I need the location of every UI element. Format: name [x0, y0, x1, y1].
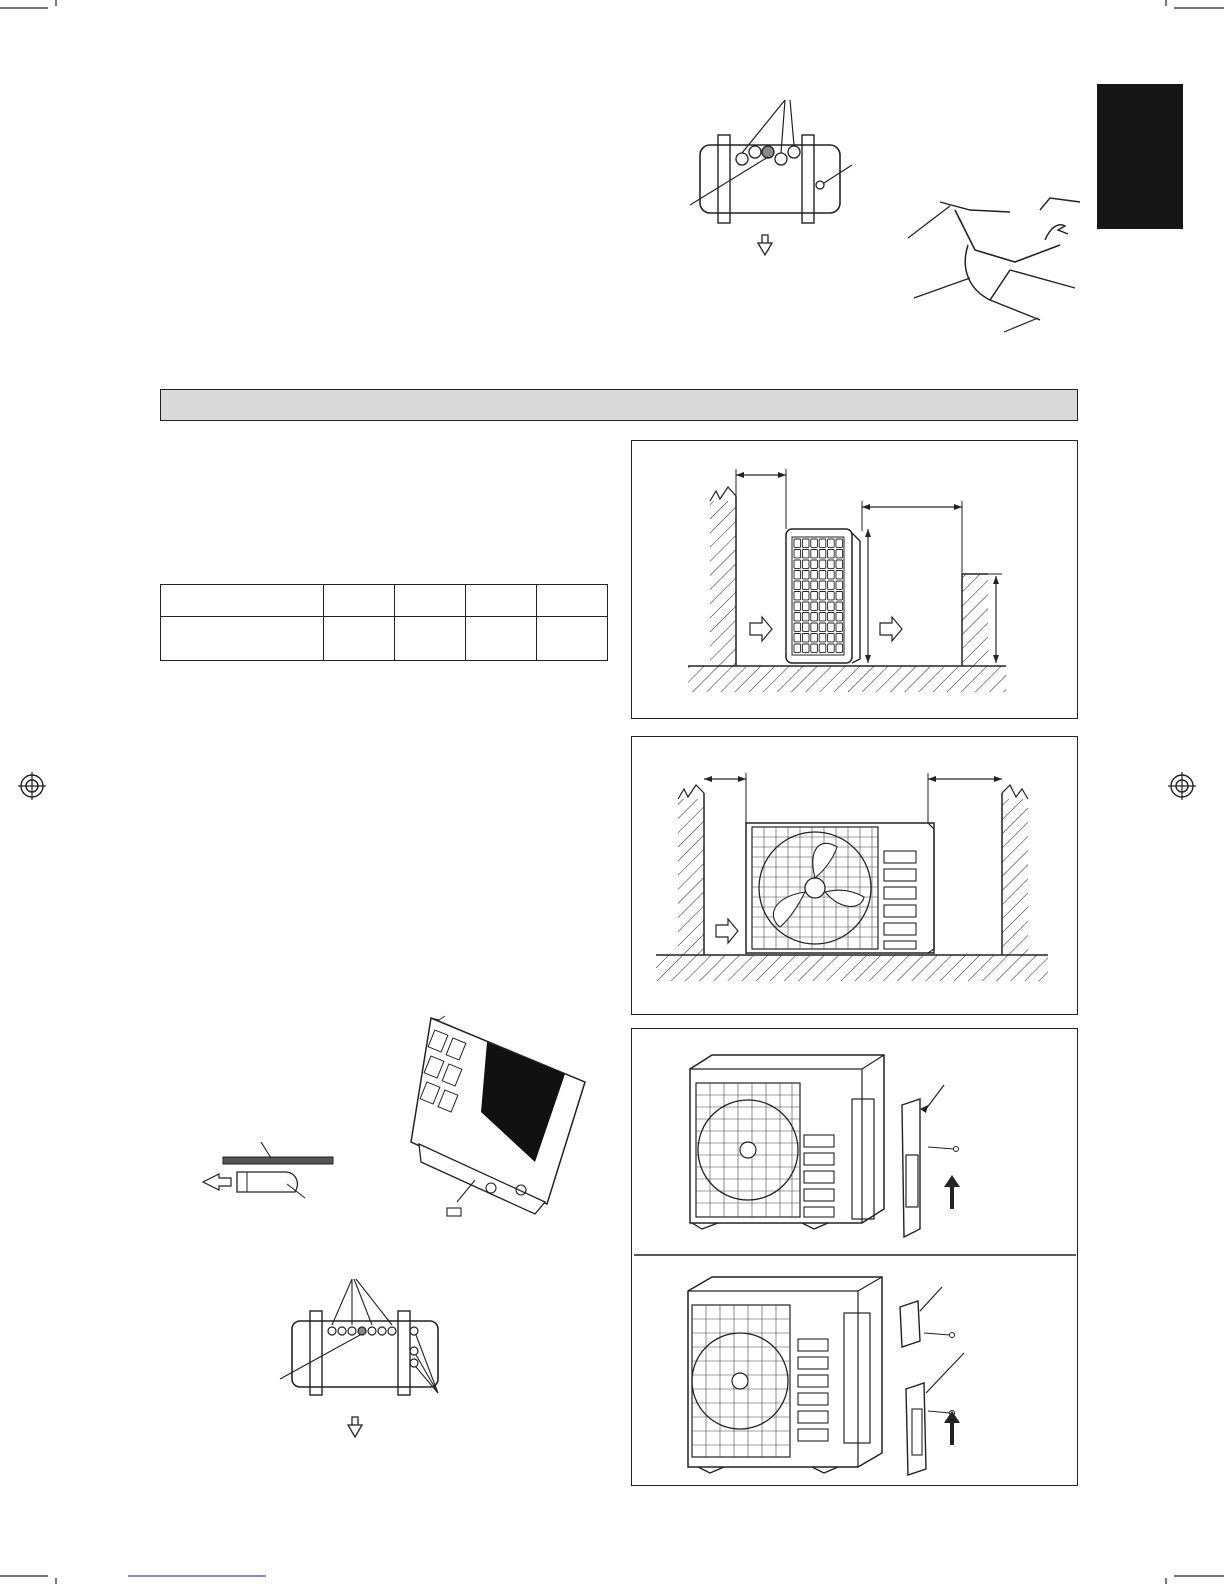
airflow-arrow-icon [880, 617, 902, 641]
tilted-unit-drain-figure [195, 1012, 615, 1242]
registration-target-icon [18, 772, 46, 800]
front-clearance-figure [631, 736, 1078, 1015]
section-heading-bar [160, 389, 1078, 421]
down-arrow-icon [758, 235, 772, 255]
airflow-arrow-icon [203, 1174, 231, 1190]
table-cell [324, 617, 395, 661]
cover-installation-figure [631, 1028, 1078, 1486]
clearance-table [160, 584, 608, 661]
table-cell [161, 585, 324, 617]
base-plate-diagram-bottom [276, 1275, 456, 1445]
table-cell [537, 617, 608, 661]
registration-target-icon [1168, 772, 1196, 800]
up-arrow-icon [944, 1411, 960, 1445]
table-cell [466, 617, 537, 661]
down-arrow-icon [348, 1417, 362, 1437]
language-tab [1097, 84, 1183, 229]
table-row [161, 617, 608, 661]
table-cell [395, 617, 466, 661]
side-clearance-figure [631, 440, 1078, 719]
table-cell [537, 585, 608, 617]
table-row [161, 585, 608, 617]
table-cell [161, 617, 324, 661]
table-cell [324, 585, 395, 617]
drain-hose-diagram [900, 190, 1090, 340]
up-arrow-icon [944, 1175, 960, 1209]
base-plate-diagram-top [680, 95, 860, 265]
airflow-arrow-icon [750, 617, 772, 641]
table-cell [466, 585, 537, 617]
airflow-arrow-icon [716, 919, 738, 943]
table-cell [395, 585, 466, 617]
